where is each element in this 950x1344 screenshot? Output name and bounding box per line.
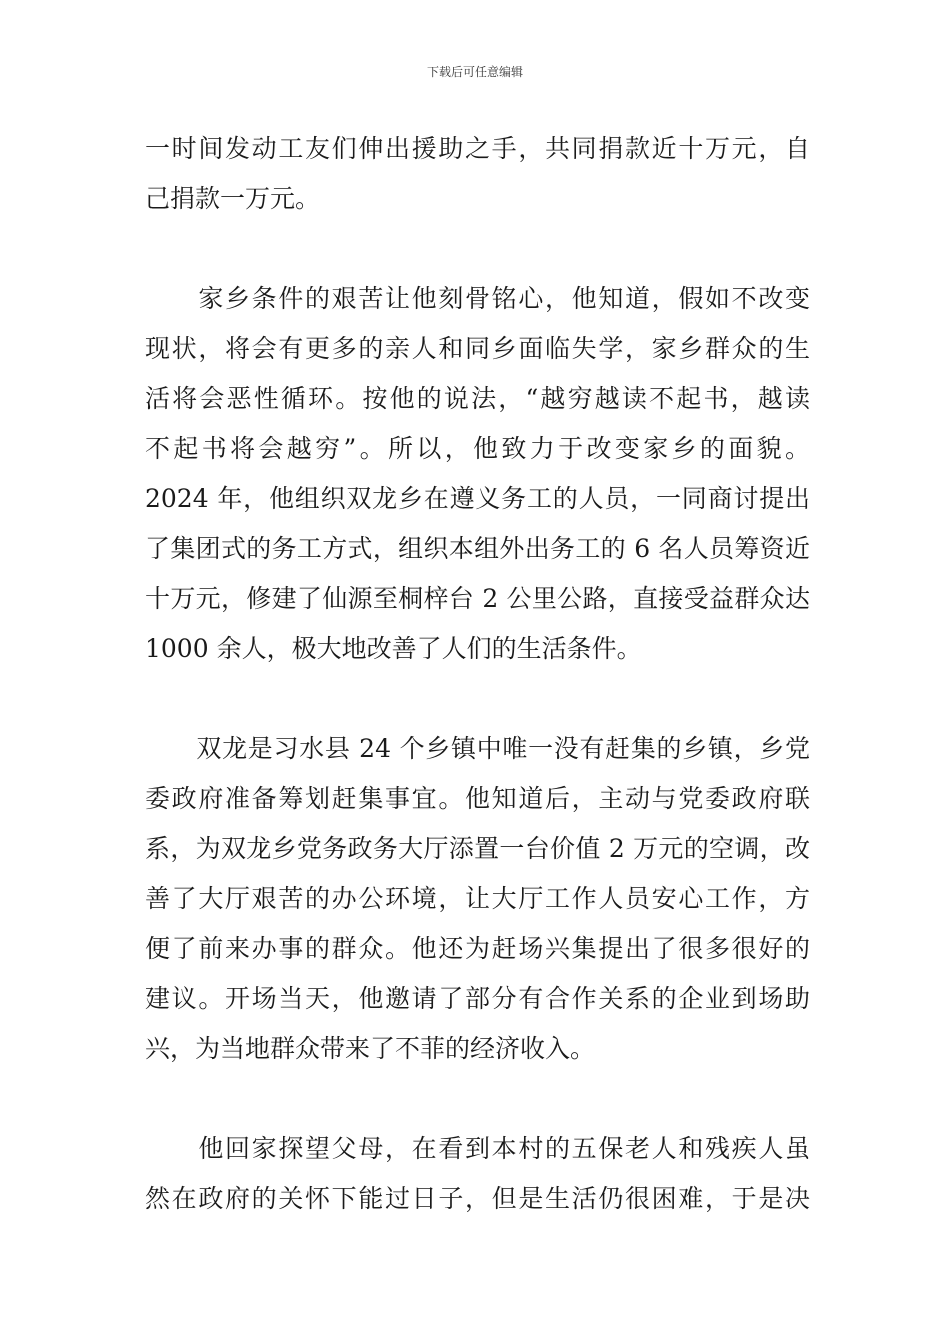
text-line: 己捐款一万元。 [145,184,321,213]
text-line: 2024 年，他组织双龙乡在遵义务工的人员，一同商讨提出 [145,484,810,513]
text-line: 现状，将会有更多的亲人和同乡面临失学，家乡群众的生 [145,334,810,363]
paragraph [145,1124,810,1224]
text-line: 1000 余人，极大地改善了人们的生活条件。 [145,634,642,663]
text-line: 善了大厅艰苦的办公环境，让大厅工作人员安心工作，方 [145,884,810,913]
paragraph-spacer [145,674,810,724]
text-line: 双龙是习水县 24 个乡镇中唯一没有赶集的乡镇，乡党 [145,734,810,763]
text-line: 系，为双龙乡党务政务大厅添置一台价值 2 万元的空调，改 [145,834,810,863]
text-line: 家乡条件的艰苦让他刻骨铭心，他知道，假如不改变 [145,284,810,313]
page-header: 下载后可任意编辑 [426,65,523,79]
text-line: 然在政府的关怀下能过日子，但是生活仍很困难，于是决 [145,1184,810,1213]
text-line: 他回家探望父母，在看到本村的五保老人和残疾人虽 [145,1134,810,1163]
text-line: 便了前来办事的群众。他还为赶场兴集提出了很多很好的 [145,934,810,963]
paragraph [145,124,810,224]
paragraph-spacer [145,1074,810,1124]
text-line: 十万元，修建了仙源至桐梓台 2 公里公路，直接受益群众达 [145,584,810,613]
paragraph [145,724,810,1074]
paragraph-spacer [145,224,810,274]
text-line: 委政府准备筹划赶集事宜。他知道后，主动与党委政府联 [145,784,810,813]
text-line: 不起书将会越穷”。所以，他致力于改变家乡的面貌。 [145,434,810,463]
text-line: 活将会恶性循环。按他的说法，“越穷越读不起书，越读 [145,384,810,413]
text-line: 一时间发动工友们伸出援助之手，共同捐款近十万元，自 [145,134,810,163]
text-line: 了集团式的务工方式，组织本组外出务工的 6 名人员筹资近 [145,534,810,563]
paragraph [145,274,810,674]
body-text [145,124,810,1224]
text-line: 兴，为当地群众带来了不菲的经济收入。 [145,1034,596,1063]
text-line: 建议。开场当天，他邀请了部分有合作关系的企业到场助 [145,984,810,1013]
